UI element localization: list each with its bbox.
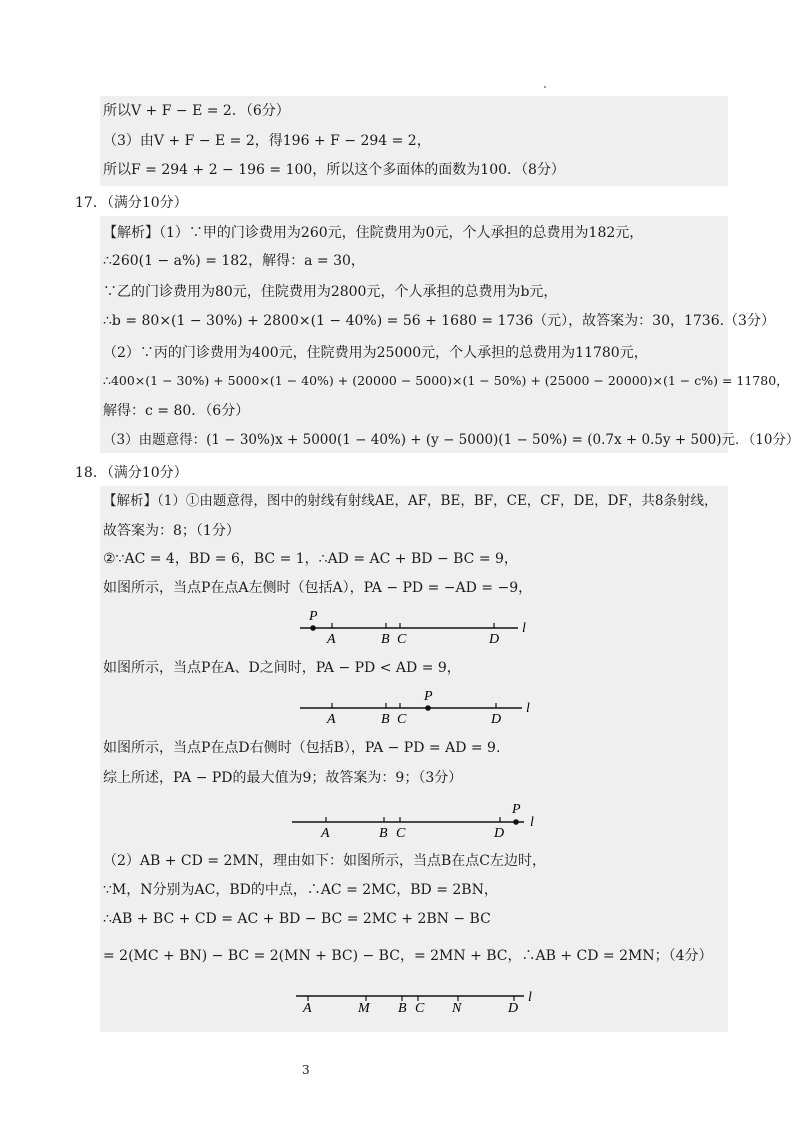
text-line: 如图所示，当点P在A、D之间时，PA − PD < AD = 9， [103, 660, 461, 676]
line-label: l [522, 621, 526, 636]
point-label-p: P [512, 802, 521, 817]
line-label: l [528, 990, 532, 1005]
point-label-c: C [396, 826, 406, 840]
text-line: = 2(MC + BN) − BC = 2(MN + BC) − BC，= 2MN + BC，∴AB + CD = 2MN；（4分） [103, 948, 713, 964]
text-line: 故答案为：8；（1分） [103, 523, 240, 539]
point-label-m: M [358, 1001, 370, 1016]
text-line: 所以F = 294 + 2 − 196 = 100，所以这个多面体的面数为100．（8分） [103, 162, 565, 178]
point-label-c: C [397, 632, 407, 647]
point-label-a: A [321, 826, 330, 840]
text-line: 解得：c = 80．（6分） [103, 403, 250, 419]
text-line: （3）由题意得：(1 − 30%)x + 5000(1 − 40%) + (y − 5000)(1 − 50%) = (0.7x + 0.5y + 500)元．（10分） [103, 432, 800, 448]
page-number: 3 [302, 1063, 310, 1077]
line-label: l [530, 815, 534, 830]
text-line: ∴AB + BC + CD = AC + BD − BC = 2MC + 2BN − BC [103, 911, 491, 927]
number-line-figure-4 [292, 986, 542, 1026]
point-label-n: N [452, 1001, 462, 1016]
text-line: （2）AB + CD = 2MN，理由如下：如图所示，当点B在点C左边时， [103, 853, 546, 869]
text-line: 【解析】（1）∵甲的门诊费用为260元，住院费用为0元，个人承担的总费用为182元， [103, 225, 644, 241]
text-line: 如图所示，当点P在点D右侧时（包括B），PA − PD = AD = 9. [103, 740, 501, 756]
text-line: ②∵AC = 4，BD = 6，BC = 1，∴AD = AC + BD − BC = 9， [103, 551, 518, 567]
point-label-a: A [303, 1001, 312, 1016]
point-label-a: A [327, 712, 336, 727]
text-line: ∴b = 80×(1 − 30%) + 2800×(1 − 40%) = 56 + 1680 = 1736（元），故答案为：30，1736.（3分） [103, 313, 775, 329]
text-line: 如图所示，当点P在点A左侧时（包括A），PA − PD = −AD = −9， [103, 580, 533, 596]
point-label-b: B [379, 826, 388, 840]
point-label-c: C [397, 712, 407, 727]
text-line: ∴260(1 − a%) = 182，解得：a = 30， [103, 253, 365, 269]
point-label-c: C [415, 1001, 425, 1016]
text-line: 所以V + F − E = 2．（6分） [103, 103, 290, 119]
question-heading: 18．（满分10分） [75, 465, 188, 481]
text-line: （3）由V + F − E = 2，得196 + F − 294 = 2， [103, 133, 431, 149]
number-line-figure-1 [296, 606, 532, 648]
text-line: （2）∵丙的门诊费用为400元，住院费用为25000元，个人承担的总费用为11780元， [103, 345, 648, 361]
text-line: 综上所述，PA − PD的最大值为9；故答案为：9；（3分） [103, 770, 463, 786]
text-line: ∵M，N分别为AC，BD的中点，∴AC = 2MC，BD = 2BN， [103, 882, 498, 898]
text-line: ∴400×(1 − 30%) + 5000×(1 − 40%) + (20000 − 5000)×(1 − 50%) + (25000 − 20000)×(1 − c%) = 11780， [103, 373, 789, 388]
point-label-b: B [398, 1001, 407, 1016]
point-label-p: P [424, 689, 433, 704]
line-label: l [526, 701, 530, 716]
number-line-figure-2 [296, 686, 536, 728]
point-label-p: P [309, 609, 318, 624]
point-label-d: D [494, 826, 505, 840]
text-line: 【解析】（1）①由题意得，图中的射线有射线AE，AF，BE，BF，CE，CF，DE，DF，共8条射线， [103, 493, 718, 509]
point-label-b: B [381, 632, 390, 647]
question-heading: 17．（满分10分） [75, 195, 188, 211]
point-label-d: D [508, 1001, 519, 1016]
stray-dot [544, 86, 546, 88]
text-line: ∵乙的门诊费用为80元，住院费用为2800元，个人承担的总费用为b元， [103, 284, 558, 300]
point-label-d: D [491, 712, 502, 727]
point-label-d: D [489, 632, 500, 647]
point-label-a: A [327, 632, 336, 647]
number-line-figure-3 [288, 798, 538, 840]
point-label-b: B [381, 712, 390, 727]
